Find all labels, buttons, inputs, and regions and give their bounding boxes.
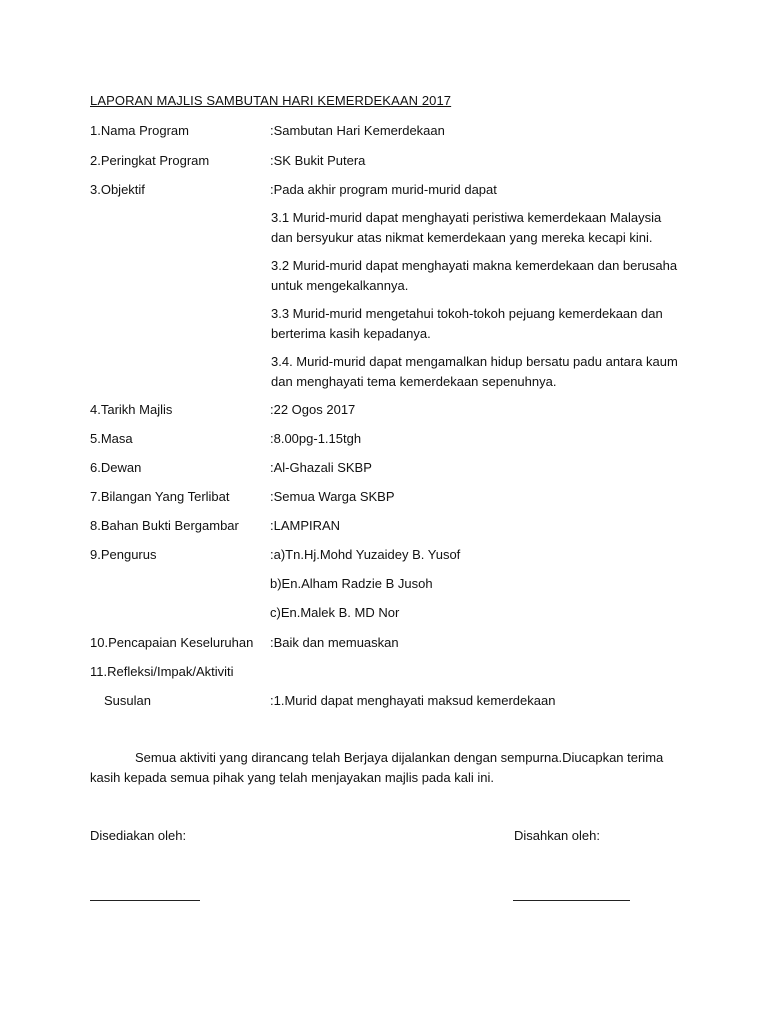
objective-3-3-line1: 3.3 Murid-murid mengetahui tokoh-tokoh pejuang kemerdekaan dan xyxy=(271,306,663,321)
objective-3-4-line2: dan menghayati tema kemerdekaan sepenuhnya. xyxy=(271,374,557,389)
row-label-bilangan: 7.Bilangan Yang Terlibat xyxy=(90,489,230,504)
prepared-by-label: Disediakan oleh: xyxy=(90,828,187,843)
row-label-refleksi: 11.Refleksi/Impak/Aktiviti xyxy=(90,664,234,679)
objective-3-2-line2: untuk mengekalkannya. xyxy=(271,278,409,293)
approved-by-label: Disahkan oleh: xyxy=(514,828,600,843)
row-label-dewan: 6.Dewan xyxy=(90,460,142,475)
row-value-nama-program: :Sambutan Hari Kemerdekaan xyxy=(270,123,445,138)
row-label-bahan-bukti: 8.Bahan Bukti Bergambar xyxy=(90,518,239,533)
approved-by-signature-line xyxy=(513,900,630,901)
row-value-objektif: :Pada akhir program murid-murid dapat xyxy=(270,182,497,197)
row-value-masa: :8.00pg-1.15tgh xyxy=(270,431,362,446)
row-value-refleksi: :1.Murid dapat menghayati maksud kemerdekaan xyxy=(270,693,556,708)
row-value-bilangan: :Semua Warga SKBP xyxy=(270,489,395,504)
objective-3-1-line2: dan bersyukur atas nikmat kemerdekaan yang mereka kecapi kini. xyxy=(271,230,653,245)
row-value-dewan: :Al-Ghazali SKBP xyxy=(270,460,372,475)
row-value-pencapaian: :Baik dan memuaskan xyxy=(270,635,399,650)
objective-3-1-line1: 3.1 Murid-murid dapat menghayati peristiwa kemerdekaan Malaysia xyxy=(271,210,662,225)
closing-paragraph xyxy=(90,748,690,788)
row-label-masa: 5.Masa xyxy=(90,431,133,446)
row-value-pengurus-b: b)En.Alham Radzie B Jusoh xyxy=(270,576,433,591)
row-label-nama-program: 1.Nama Program xyxy=(90,123,189,138)
row-label-tarikh-majlis: 4.Tarikh Majlis xyxy=(90,402,173,417)
row-value-pengurus-c: c)En.Malek B. MD Nor xyxy=(270,605,400,620)
row-value-tarikh-majlis: :22 Ogos 2017 xyxy=(270,402,356,417)
objective-3-4-line1: 3.4. Murid-murid dapat mengamalkan hidup bersatu padu antara kaum xyxy=(271,354,678,369)
row-value-bahan-bukti: :LAMPIRAN xyxy=(270,518,341,533)
row-label-peringkat-program: 2.Peringkat Program xyxy=(90,153,210,168)
objective-3-1 xyxy=(271,208,661,248)
prepared-by-signature-line xyxy=(90,900,200,901)
row-label-susulan: Susulan xyxy=(104,693,151,708)
row-label-pencapaian: 10.Pencapaian Keseluruhan xyxy=(90,635,254,650)
objective-3-2-line1: 3.2 Murid-murid dapat menghayati makna kemerdekaan dan berusaha xyxy=(271,258,678,273)
row-label-pengurus: 9.Pengurus xyxy=(90,547,157,562)
closing-line-2: kasih kepada semua pihak yang telah menjayakan majlis pada kali ini. xyxy=(90,770,494,785)
objective-3-3-line2: berterima kasih kepadanya. xyxy=(271,326,431,341)
row-value-peringkat-program: :SK Bukit Putera xyxy=(270,153,366,168)
row-label-objektif: 3.Objektif xyxy=(90,182,145,197)
closing-line-1: Semua aktiviti yang dirancang telah Berjaya dijalankan dengan sempurna.Diucapkan terima xyxy=(135,750,664,765)
report-title: LAPORAN MAJLIS SAMBUTAN HARI KEMERDEKAAN 2017 xyxy=(90,93,452,108)
objective-3-2 xyxy=(271,256,677,296)
objective-3-3 xyxy=(271,304,663,344)
objective-3-4 xyxy=(271,352,678,392)
row-value-pengurus-a: :a)Tn.Hj.Mohd Yuzaidey B. Yusof xyxy=(270,547,461,562)
